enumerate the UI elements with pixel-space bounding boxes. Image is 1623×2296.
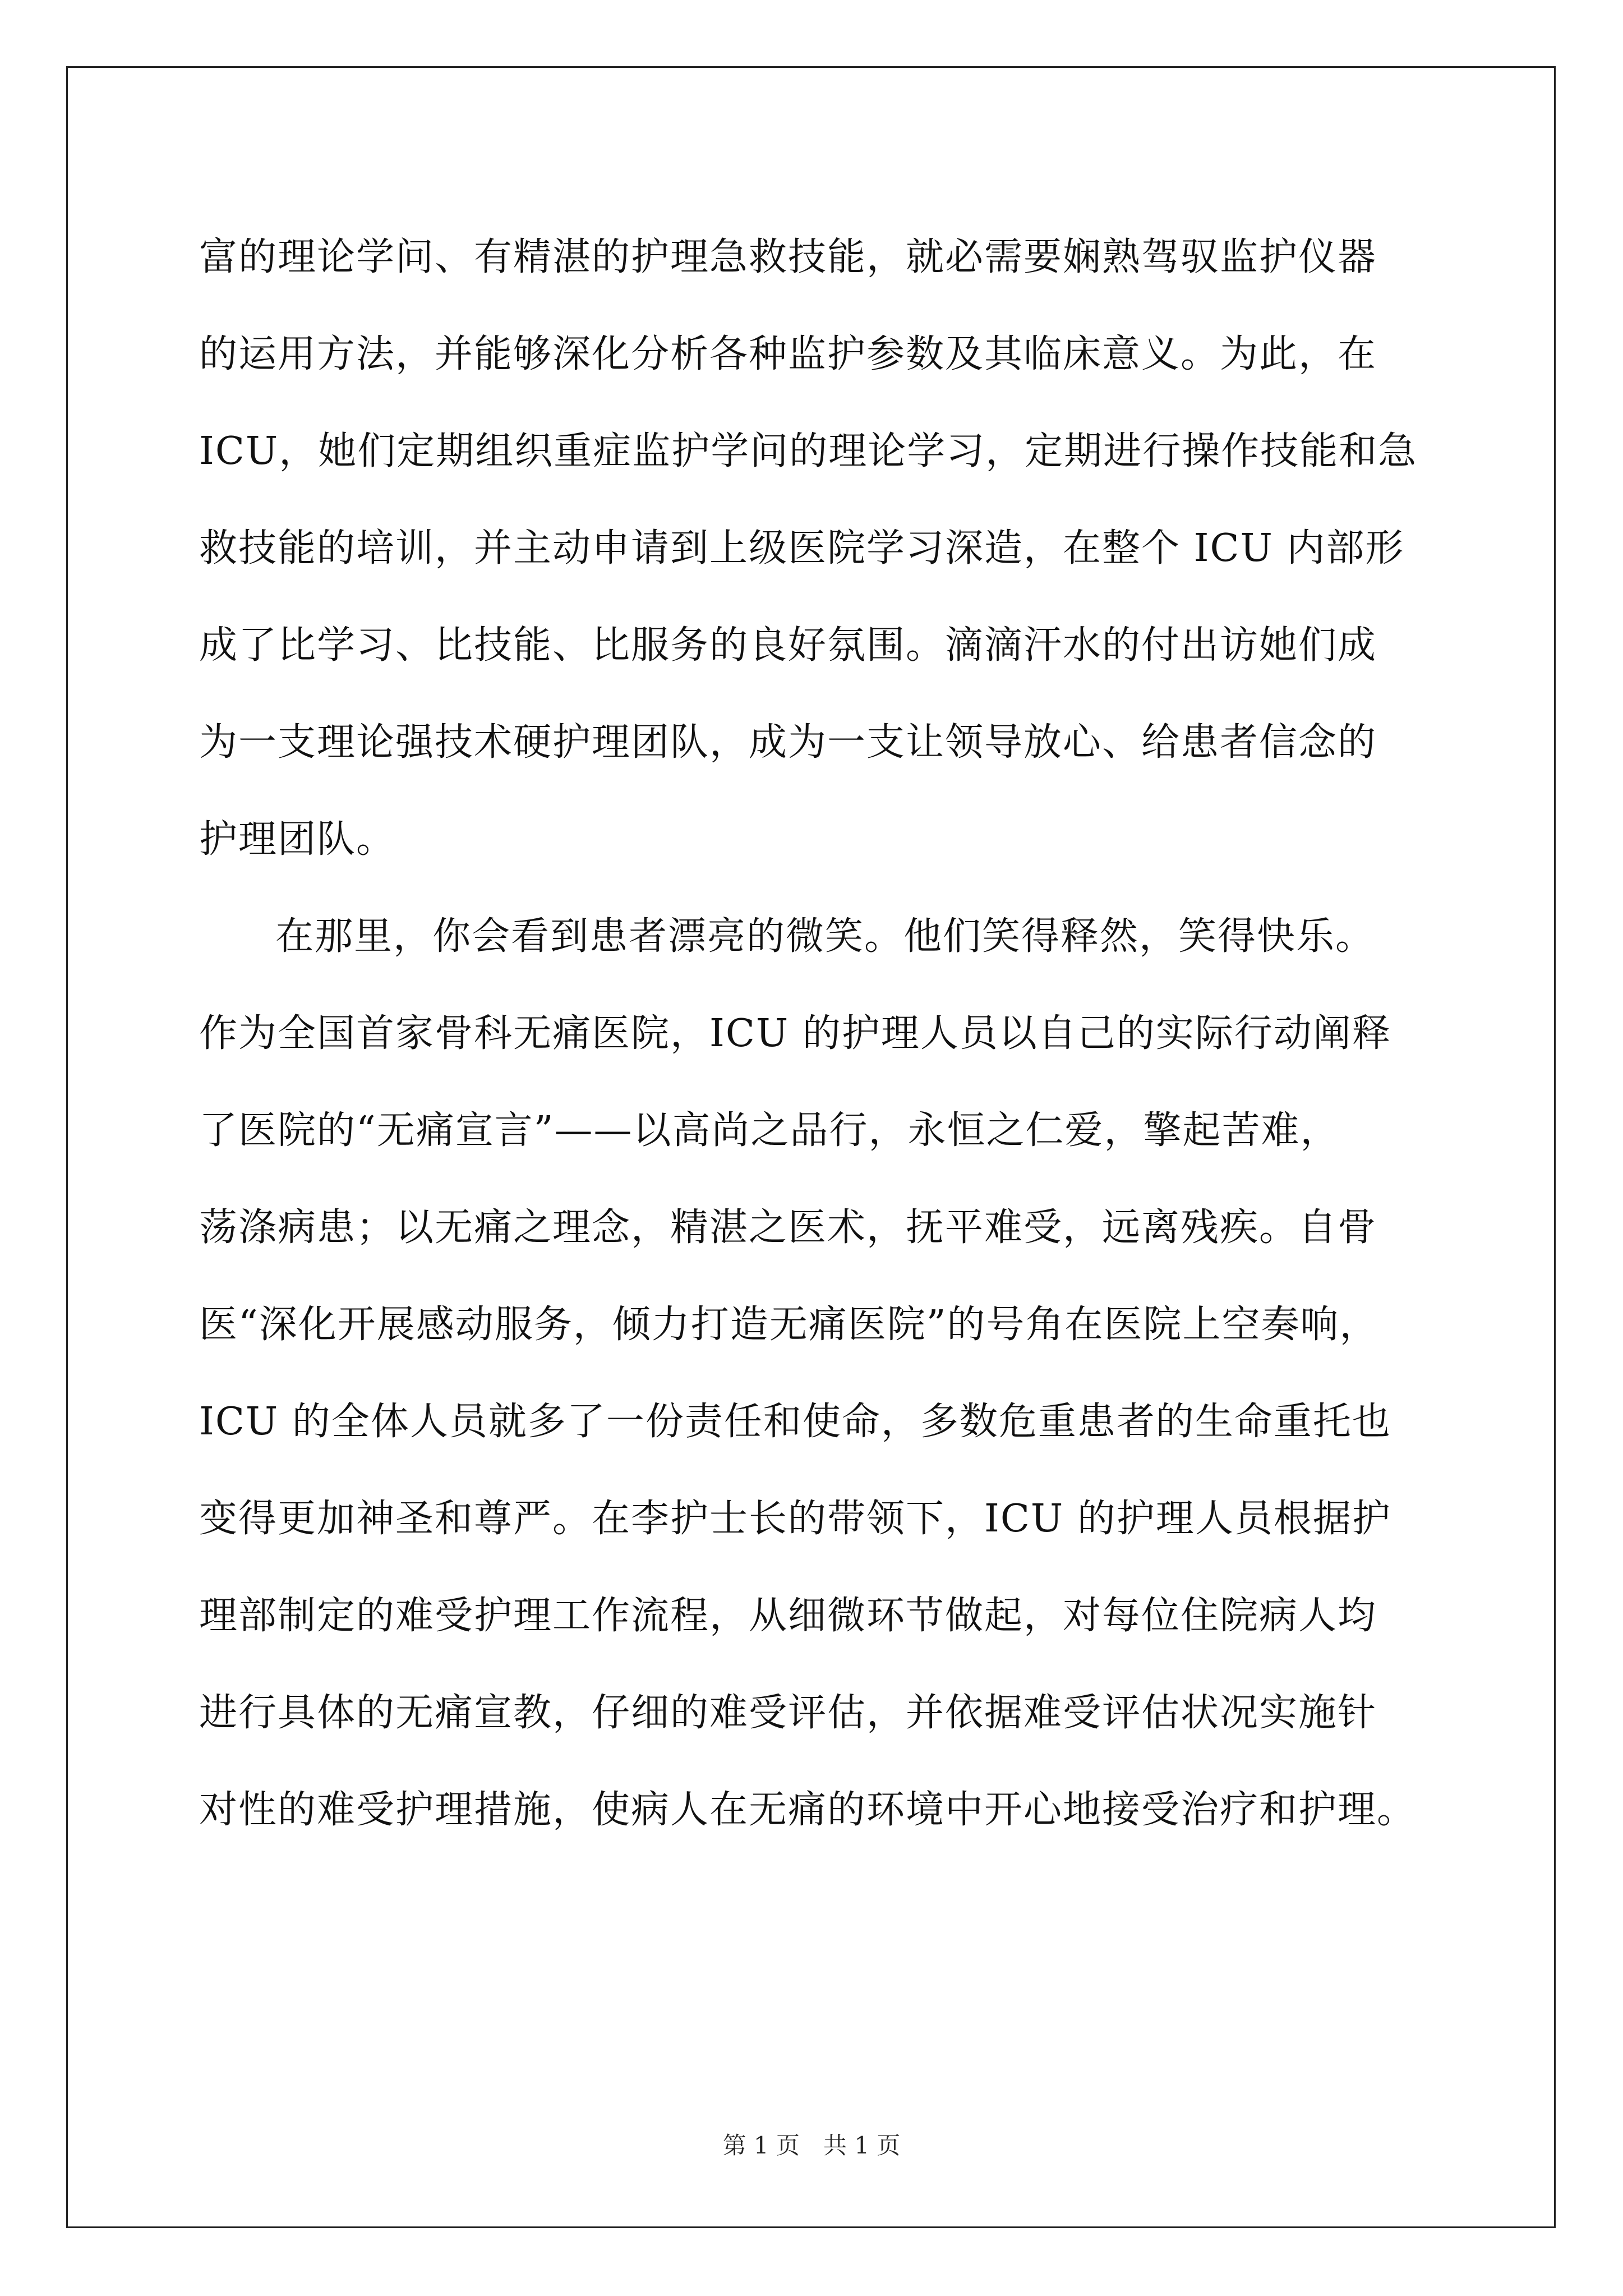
page-footer: 第 1 页 共 1 页	[722, 2132, 901, 2159]
text-line: 对性的难受护理措施，使病人在无痛的环境中开心地接受治疗和护理。	[199, 1788, 1417, 1832]
text-line: ICU，她们定期组织重症监护学问的理论学习，定期进行操作技能和急	[199, 429, 1418, 473]
text-line: 荡涤病患；以无痛之理念，精湛之医术，抚平难受，远离残疾。自骨	[199, 1205, 1377, 1250]
document-body	[199, 209, 1433, 1858]
text-line: ICU 的全体人员就多了一份责任和使命，多数危重患者的生命重托也	[199, 1400, 1391, 1444]
text-line: 理部制定的难受护理工作流程，从细微环节做起，对每位住院病人均	[199, 1594, 1377, 1638]
text-line: 救技能的培训，并主动申请到上级医院学习深造，在整个 ICU 内部形	[199, 526, 1405, 570]
paragraph-start-line: 在那里，你会看到患者漂亮的微笑。他们笑得释然，笑得快乐。	[275, 914, 1375, 959]
text-line: 的运用方法，并能够深化分析各种监护参数及其临床意义。为此，在	[199, 332, 1377, 376]
text-line: 进行具体的无痛宣教，仔细的难受评估，并依据难受评估状况实施针	[199, 1691, 1377, 1735]
text-line: 医“深化开展感动服务，倾力打造无痛医院”的号角在医院上空奏响，	[199, 1303, 1379, 1347]
text-line: 护理团队。	[199, 817, 396, 862]
text-line: 了医院的“无痛宣言”——以高尚之品行，永恒之仁爱，擎起苦难，	[199, 1108, 1340, 1153]
text-line: 为一支理论强技术硬护理团队，成为一支让领导放心、给患者信念的	[199, 720, 1377, 765]
text-line: 作为全国首家骨科无痛医院，ICU 的护理人员以自己的实际行动阐释	[199, 1011, 1391, 1056]
text-line: 富的理论学问、有精湛的护理急救技能，就必需要娴熟驾驭监护仪器	[199, 235, 1377, 279]
text-line: 成了比学习、比技能、比服务的良好氛围。滴滴汗水的付出访她们成	[199, 623, 1377, 668]
text-line: 变得更加神圣和尊严。在李护士长的带领下，ICU 的护理人员根据护	[199, 1497, 1391, 1541]
